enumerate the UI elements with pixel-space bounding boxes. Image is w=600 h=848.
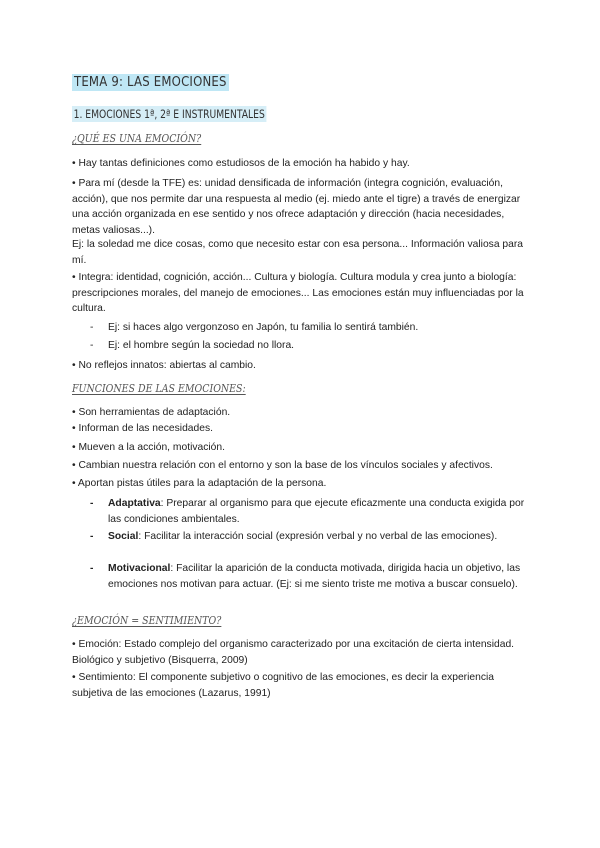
paragraph: Ej: la soledad me dice cosas, como que necesito estar con esa persona... Información valiosa para mí. [72,239,524,266]
list-item: • Cambian nuestra relación con el entorno y son la base de los vínculos sociales y afectivos. [72,460,493,471]
subheading-emocion-sentimiento: ¿EMOCIÓN = SENTIMIENTO? [72,613,222,627]
paragraph: • No reflejos innatos: abiertas al cambio. [72,360,256,371]
definition-text: : Facilitar la interacción social (expresión verbal y no verbal de las emociones). [138,531,498,542]
subheading-funciones: FUNCIONES DE LAS EMOCIONES: [72,381,246,395]
subheading-que-es: ¿QUÉ ES UNA EMOCIÓN? [72,131,202,145]
list-item-text: Ej: si haces algo vergonzoso en Japón, tu familia lo sentirá también. [108,322,419,333]
definition-term: Motivacional [108,563,171,574]
list-item: • Aportan pistas útiles para la adaptación de la persona. [72,478,327,489]
definition-term: Adaptativa [108,498,161,509]
dash-marker: - [90,498,94,509]
paragraph: • Integra: identidad, cognición, acción... Cultura y biología. Cultura modula y crea junto a biología: prescripciones morales, del manejo de emociones... Las emociones están muy influenciadas por la cultura. [72,272,524,314]
paragraph: • Emoción: Estado complejo del organismo caracterizado por una excitación de cierta intensidad. Biológico y subjetivo (Bisquerra, 2009) [72,639,515,666]
list-item: • Son herramientas de adaptación. [72,407,231,418]
dash-marker: - [90,340,94,351]
definition-motivacional [90,561,530,592]
list-item: • Mueven a la acción, motivación. [72,442,225,453]
definition-text: : Preparar al organismo para que ejecute eficazmente una conducta exigida por las condiciones ambientales. [108,498,525,525]
paragraph: • Para mí (desde la TFE) es: unidad densificada de información (integra cognición, evaluación, acción), que nos permite dar una respuesta al medio (ej. miedo ante el tigre) a través de energizar una acción organizada en ese sentido y nos ofrece adaptación y dirección (hacia necesidades, metas valiosas...). [72,178,521,236]
list-item [90,320,418,336]
list-item-text: Ej: el hombre según la sociedad no llora. [108,340,295,351]
dash-marker: - [90,322,94,333]
section-heading: 1. EMOCIONES 1ª, 2ª E INSTRUMENTALES [73,107,265,121]
definition-term: Social [108,531,139,542]
list-item [90,338,294,354]
paragraph: • Sentimiento: El componente subjetivo o cognitivo de las emociones, es decir la experiencia subjetiva de las emociones (Lazarus, 1991) [72,672,495,699]
list-item: • Informan de las necesidades. [72,423,213,434]
dash-marker: - [90,531,94,542]
dash-marker: - [90,563,94,574]
definition-adaptativa [90,496,530,527]
definition-social [90,529,530,545]
page-title: TEMA 9: LAS EMOCIONES [74,75,227,90]
paragraph: • Hay tantas definiciones como estudiosos de la emoción ha habido y hay. [72,158,410,169]
definition-text: : Facilitar la aparición de la conducta motivada, dirigida hacia un objetivo, las emociones nos motivan para actuar. (Ej: si me siento triste me motiva a buscar consuelo). [108,563,521,590]
